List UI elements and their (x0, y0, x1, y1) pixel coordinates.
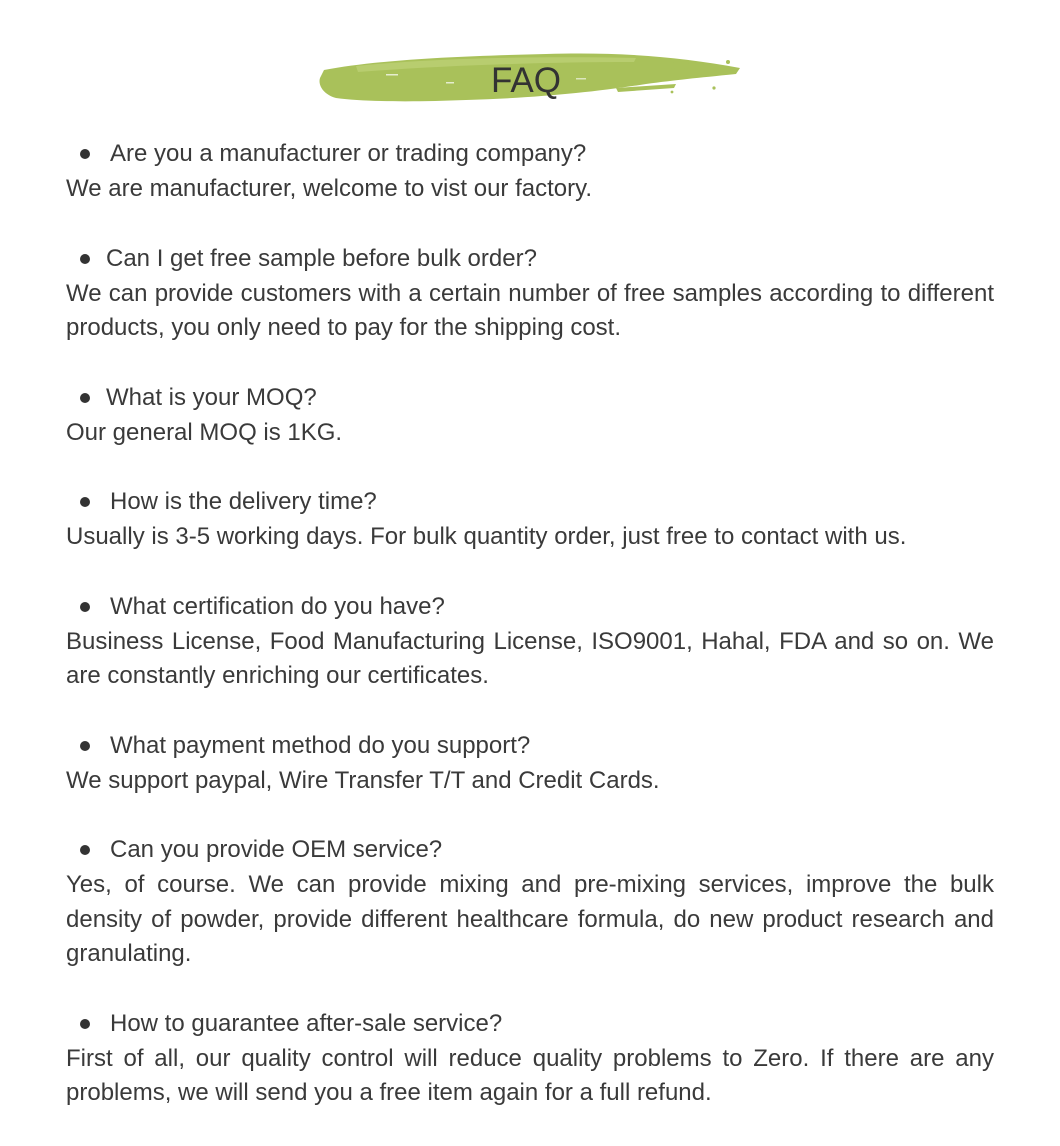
faq-item (66, 832, 994, 972)
faq-question (66, 484, 994, 520)
faq-answer: Our general MOQ is 1KG. (66, 418, 343, 446)
faq-answer: We support paypal, Wire Transfer T/T and Credit Cards. (66, 766, 660, 794)
faq-question (66, 1006, 994, 1042)
faq-item (66, 589, 994, 694)
faq-item (66, 136, 994, 207)
bullet-icon (80, 741, 90, 751)
bullet-icon (80, 254, 90, 264)
bullet-icon (80, 845, 90, 855)
faq-question (66, 728, 994, 764)
faq-question (66, 589, 994, 625)
faq-banner (316, 48, 744, 110)
faq-answer: We can provide customers with a certain number of free samples according to different products, you only need to pay for the shipping cost. (66, 279, 994, 341)
faq-question (66, 832, 994, 868)
bullet-icon (80, 497, 90, 507)
faq-answer: First of all, our quality control will reduce quality problems to Zero. If there are any problems, we will send you a free item again for a full refund. (66, 1044, 994, 1106)
faq-question-text: How is the delivery time? (110, 488, 377, 515)
faq-answer: We are manufacturer, welcome to vist our factory. (66, 175, 592, 202)
faq-question-text: What certification do you have? (110, 592, 445, 620)
bullet-icon (80, 149, 90, 159)
faq-question-text: How to guarantee after-sale service? (110, 1009, 503, 1037)
faq-question-text: What payment method do you support? (110, 731, 531, 759)
bullet-icon (80, 393, 90, 403)
faq-question (66, 136, 994, 172)
faq-question-text: Can you provide OEM service? (110, 836, 443, 863)
faq-question-text: What is your MOQ? (106, 383, 317, 411)
bullet-icon (80, 602, 90, 612)
faq-item (66, 728, 994, 799)
bullet-icon (80, 1019, 90, 1029)
page-title: FAQ (490, 61, 562, 100)
faq-question-text: Can I get free sample before bulk order? (106, 244, 537, 272)
faq-item (66, 484, 994, 555)
faq-item (66, 380, 994, 451)
faq-list (66, 136, 994, 1145)
faq-answer: Usually is 3-5 working days. For bulk quantity order, just free to contact with us. (66, 523, 907, 550)
faq-answer: Business License, Food Manufacturing License, ISO9001, Hahal, FDA and so on. We are constantly enriching our certificates. (66, 627, 994, 689)
faq-question (66, 380, 994, 416)
faq-question (66, 241, 994, 277)
faq-answer: Yes, of course. We can provide mixing and pre-mixing services, improve the bulk density of powder, provide different healthcare formula, do new product research and granulating. (66, 871, 994, 967)
faq-question-text: Are you a manufacturer or trading company? (110, 140, 587, 167)
faq-item (66, 241, 994, 346)
faq-item (66, 1006, 994, 1111)
